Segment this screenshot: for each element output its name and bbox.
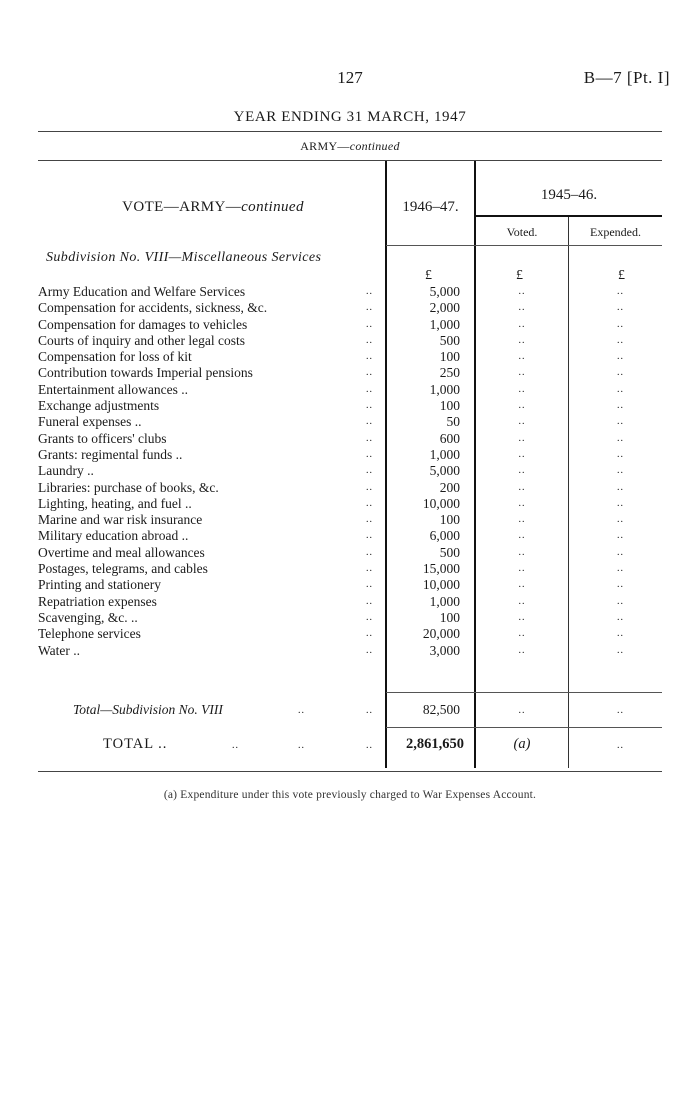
row-amount-1946-47: 100 (439, 349, 460, 365)
row-voted-1945-46: .. (518, 481, 526, 493)
row-amount-1946-47: 200 (439, 479, 460, 495)
table-row (0, 382, 700, 398)
row-expended-1945-46: .. (617, 546, 624, 558)
subtotal-label: Total—Subdivision No. VIII (73, 702, 223, 717)
row-voted-1945-46: .. (518, 432, 526, 444)
row-expended-1945-46: .. (617, 595, 624, 607)
column-header-voted: Voted. (506, 225, 538, 239)
leader-dots: .. (366, 628, 373, 640)
row-amount-1946-47: 5,000 (429, 284, 460, 299)
leader-dots: .. (366, 497, 373, 509)
row-voted-1945-46: .. (518, 595, 526, 607)
table-row (0, 561, 700, 577)
leader-dots: .. (366, 286, 373, 297)
leader-dots: .. (298, 705, 305, 716)
row-expended-1945-46: .. (617, 465, 624, 477)
row-expended-1945-46: .. (617, 400, 624, 412)
table-row (0, 610, 700, 626)
section-reference: B—7 [Pt. I] (583, 68, 670, 87)
row-label: Marine and war risk insurance (38, 512, 378, 528)
currency-symbol-current: £ (425, 268, 432, 283)
heading-rule (38, 131, 662, 132)
total-voted: (a) (513, 736, 531, 752)
row-voted-1945-46: .. (518, 448, 526, 460)
row-label: Printing and stationery (38, 577, 378, 593)
row-expended-1945-46: .. (617, 644, 624, 656)
table-row (0, 545, 700, 561)
row-label: Postages, telegrams, and cables (38, 561, 378, 577)
header-bottom-rule-right (386, 245, 662, 246)
row-expended-1945-46: .. (617, 334, 624, 346)
row-label: Lighting, heating, and fuel .. (38, 496, 378, 512)
leader-dots: .. (366, 367, 373, 379)
row-amount-1946-47: 5,000 (429, 463, 460, 479)
table-bottom-rule (38, 771, 662, 772)
table-row (0, 480, 700, 496)
row-expended-1945-46: .. (617, 367, 624, 379)
leader-dots: .. (366, 611, 373, 623)
table-row (0, 317, 700, 333)
row-label: Courts of inquiry and other legal costs (38, 333, 378, 349)
column-header-1946-47: 1946–47. (402, 199, 459, 215)
row-voted-1945-46: .. (518, 514, 526, 526)
row-amount-1946-47: 250 (439, 365, 460, 381)
row-label: Funeral expenses .. (38, 414, 378, 430)
row-voted-1945-46: .. (518, 318, 526, 330)
leader-dots: .. (366, 465, 373, 477)
row-amount-1946-47: 100 (439, 609, 460, 625)
row-label: Grants: regimental funds .. (38, 447, 378, 463)
footnote: (a) Expenditure under this vote previously charged to War Expenses Account. (163, 789, 537, 801)
row-voted-1945-46: .. (518, 367, 526, 379)
row-amount-1946-47: 20,000 (422, 626, 460, 642)
row-label: Compensation for loss of kit (38, 349, 378, 365)
row-label: Overtime and meal allowances (38, 545, 378, 561)
subtotal-row (0, 702, 700, 720)
table-row (0, 512, 700, 528)
leader-dots: .. (366, 448, 373, 460)
row-voted-1945-46: .. (518, 302, 526, 314)
total-amount: 2,861,650 (406, 736, 464, 752)
table-row (0, 626, 700, 642)
leader-dots: .. (366, 318, 373, 330)
leader-dots: .. (232, 740, 239, 751)
table-rows (0, 284, 700, 659)
row-expended-1945-46: .. (617, 563, 624, 575)
row-expended-1945-46: .. (617, 514, 624, 526)
column-header-1945-46: 1945–46. (540, 187, 598, 203)
row-expended-1945-46: .. (617, 628, 624, 640)
leader-dots: .. (366, 705, 373, 716)
leader-dots: .. (366, 514, 373, 526)
total-label: TOTAL .. (103, 736, 168, 752)
row-amount-1946-47: 50 (446, 414, 460, 430)
row-expended-1945-46: .. (617, 481, 624, 493)
row-amount-1946-47: 10,000 (422, 495, 460, 511)
row-expended-1945-46: .. (617, 286, 624, 297)
table-row (0, 528, 700, 544)
currency-symbol-voted: £ (516, 268, 523, 283)
table-top-rule (38, 160, 662, 161)
row-expended-1945-46: .. (617, 448, 624, 460)
row-label: Repatriation expenses (38, 594, 378, 610)
row-expended-1945-46: .. (617, 383, 624, 395)
row-expended-1945-46: .. (617, 318, 624, 330)
row-expended-1945-46: .. (617, 416, 624, 428)
row-voted-1945-46: .. (518, 644, 526, 656)
row-voted-1945-46: .. (518, 628, 526, 640)
leader-dots: .. (366, 740, 373, 751)
leader-dots: .. (366, 546, 373, 558)
leader-dots: .. (366, 383, 373, 395)
leader-dots: .. (366, 644, 373, 656)
row-voted-1945-46: .. (518, 530, 526, 542)
table-row (0, 333, 700, 349)
row-voted-1945-46: .. (518, 286, 526, 297)
row-amount-1946-47: 10,000 (422, 577, 460, 593)
row-amount-1946-47: 500 (439, 332, 460, 348)
row-amount-1946-47: 3,000 (429, 642, 460, 658)
page-heading: YEAR ENDING 31 MARCH, 1947 (233, 109, 467, 125)
row-label: Compensation for damages to vehicles (38, 317, 378, 333)
sub-heading: ARMY—continued (300, 139, 400, 153)
leader-dots: .. (366, 351, 373, 363)
row-voted-1945-46: .. (518, 383, 526, 395)
row-voted-1945-46: .. (518, 351, 526, 363)
table-row (0, 300, 700, 316)
leader-dots: .. (366, 432, 373, 444)
row-amount-1946-47: 1,000 (429, 446, 460, 462)
row-voted-1945-46: .. (518, 497, 526, 509)
row-expended-1945-46: .. (617, 302, 624, 314)
row-amount-1946-47: 100 (439, 398, 460, 414)
row-label: Army Education and Welfare Services (38, 284, 378, 300)
row-voted-1945-46: .. (518, 546, 526, 558)
leader-dots: .. (366, 530, 373, 542)
table-row (0, 496, 700, 512)
row-label: Contribution towards Imperial pensions (38, 365, 378, 381)
row-label: Military education abroad .. (38, 528, 378, 544)
row-expended-1945-46: .. (617, 579, 624, 591)
row-voted-1945-46: .. (518, 611, 526, 623)
prev-year-rule (476, 215, 662, 217)
row-label: Entertainment allowances .. (38, 382, 378, 398)
leader-dots: .. (298, 740, 305, 751)
row-expended-1945-46: .. (617, 497, 624, 509)
leader-dots: .. (366, 563, 373, 575)
total-expended: .. (617, 740, 624, 751)
leader-dots: .. (366, 334, 373, 346)
row-label: Exchange adjustments (38, 398, 378, 414)
page-number: 127 (337, 68, 363, 87)
row-label: Telephone services (38, 626, 378, 642)
row-voted-1945-46: .. (518, 579, 526, 591)
table-row (0, 398, 700, 414)
row-voted-1945-46: .. (518, 563, 526, 575)
row-amount-1946-47: 500 (439, 544, 460, 560)
leader-dots: .. (366, 579, 373, 591)
row-expended-1945-46: .. (617, 351, 624, 363)
row-label: Compensation for accidents, sickness, &c. (38, 300, 378, 316)
table-row (0, 577, 700, 593)
row-amount-1946-47: 6,000 (429, 528, 460, 544)
row-expended-1945-46: .. (617, 611, 624, 623)
leader-dots: .. (366, 302, 373, 314)
row-voted-1945-46: .. (518, 465, 526, 477)
subtotal-amount: 82,500 (422, 702, 460, 717)
row-amount-1946-47: 1,000 (429, 381, 460, 397)
subtotal-voted: .. (518, 705, 526, 716)
row-label: Libraries: purchase of books, &c. (38, 480, 378, 496)
table-row (0, 349, 700, 365)
subdivision-heading: Subdivision No. VIII—Miscellaneous Services (46, 250, 322, 265)
table-row (0, 643, 700, 659)
currency-symbol-expended: £ (618, 268, 625, 283)
row-expended-1945-46: .. (617, 530, 624, 542)
table-row (0, 463, 700, 479)
table-row (0, 284, 700, 300)
table-row (0, 414, 700, 430)
table-row (0, 365, 700, 381)
row-voted-1945-46: .. (518, 400, 526, 412)
leader-dots: .. (366, 481, 373, 493)
leader-dots: .. (366, 400, 373, 412)
row-amount-1946-47: 2,000 (429, 300, 460, 316)
row-amount-1946-47: 15,000 (422, 561, 460, 577)
row-voted-1945-46: .. (518, 334, 526, 346)
subtotal-top-rule (386, 692, 662, 693)
table-row (0, 431, 700, 447)
leader-dots: .. (366, 595, 373, 607)
table-row (0, 594, 700, 610)
subtotal-bottom-rule (386, 727, 662, 728)
leader-dots: .. (366, 416, 373, 428)
row-label: Water .. (38, 643, 378, 659)
row-label: Grants to officers' clubs (38, 431, 378, 447)
row-amount-1946-47: 1,000 (429, 316, 460, 332)
row-label: Laundry .. (38, 463, 378, 479)
row-voted-1945-46: .. (518, 416, 526, 428)
row-amount-1946-47: 600 (439, 430, 460, 446)
vote-title: VOTE—ARMY—continued (122, 199, 304, 215)
row-label: Scavenging, &c. .. (38, 610, 378, 626)
row-amount-1946-47: 1,000 (429, 593, 460, 609)
subtotal-expended: .. (617, 705, 624, 716)
table-row (0, 447, 700, 463)
total-row (0, 736, 700, 754)
row-expended-1945-46: .. (617, 432, 624, 444)
column-header-expended: Expended. (590, 225, 641, 239)
row-amount-1946-47: 100 (439, 512, 460, 528)
